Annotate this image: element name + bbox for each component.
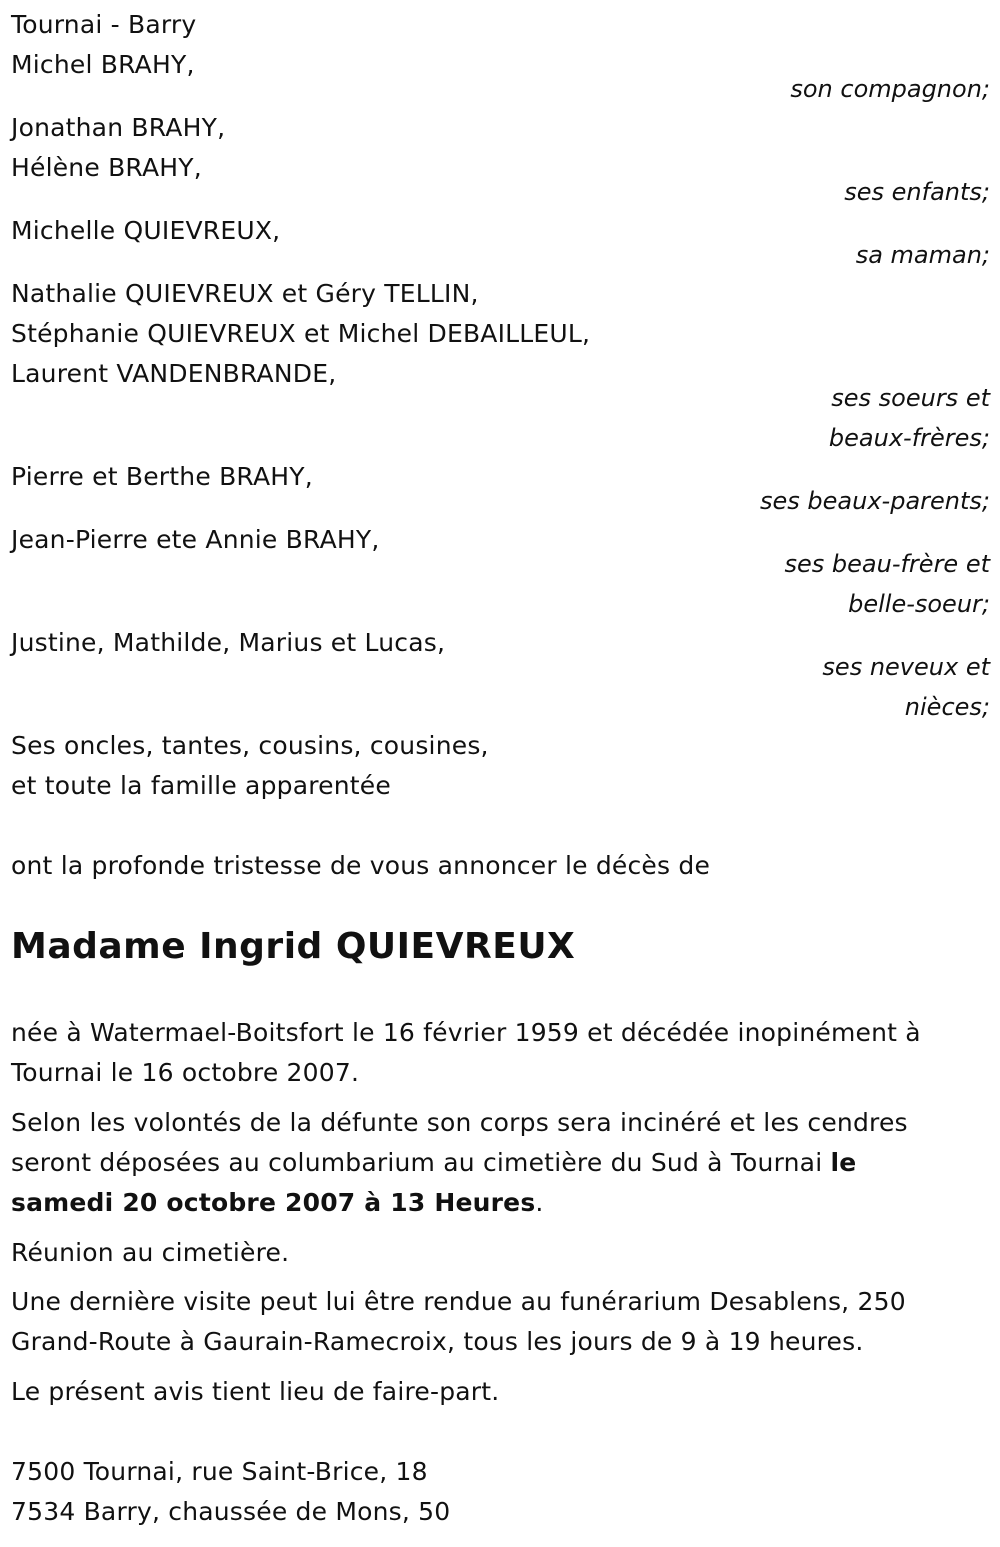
family-name-line: Pierre et Berthe BRAHY, — [11, 462, 313, 491]
family-name-line: Justine, Mathilde, Marius et Lucas, — [11, 628, 446, 657]
family-relation: ses neveux et — [822, 653, 990, 681]
extended-family-line: Ses oncles, tantes, cousins, cousines, — [11, 731, 489, 760]
family-relation: ses enfants; — [844, 178, 990, 206]
family-relation: ses beau-frère et — [784, 550, 990, 578]
birth-death-line: Tournai le 16 octobre 2007. — [11, 1058, 360, 1087]
family-relation: ses beaux-parents; — [760, 487, 990, 515]
family-name-line: Jonathan BRAHY, — [11, 113, 226, 142]
family-name-line: Nathalie QUIEVREUX et Géry TELLIN, — [11, 279, 479, 308]
family-relation: beaux-frères; — [828, 424, 990, 452]
family-name-line: Michelle QUIEVREUX, — [11, 216, 281, 245]
ceremony-line: Selon les volontés de la défunte son corps sera incinéré et les cendres — [11, 1108, 908, 1137]
location-header: Tournai - Barry — [11, 10, 197, 39]
ceremony-date-bold: le — [830, 1148, 857, 1177]
ceremony-line — [11, 1148, 856, 1178]
birth-death-line: née à Watermael-Boitsfort le 16 février 1959 et décédée inopinément à — [11, 1018, 921, 1047]
address-line: 7534 Barry, chaussée de Mons, 50 — [11, 1497, 451, 1526]
family-name-line: Jean-Pierre ete Annie BRAHY, — [11, 525, 380, 554]
ceremony-text: seront déposées au columbarium au cimetière du Sud à Tournai — [11, 1148, 831, 1177]
visit-line: Une dernière visite peut lui être rendue au funérarium Desablens, 250 — [11, 1287, 906, 1316]
family-name-line: Michel BRAHY, — [11, 50, 195, 79]
ceremony-text: . — [535, 1188, 544, 1217]
family-relation: sa maman; — [855, 241, 990, 269]
visit-line: Grand-Route à Gaurain-Ramecroix, tous les jours de 9 à 19 heures. — [11, 1327, 864, 1356]
deceased-name: Madame Ingrid QUIEVREUX — [11, 926, 576, 967]
announcement-text: ont la profonde tristesse de vous annoncer le décès de — [11, 851, 711, 880]
family-name-line: Hélène BRAHY, — [11, 153, 202, 182]
family-relation: ses soeurs et — [831, 384, 990, 412]
family-relation: son compagnon; — [790, 75, 990, 103]
extended-family-line: et toute la famille apparentée — [11, 771, 391, 800]
family-name-line: Stéphanie QUIEVREUX et Michel DEBAILLEUL, — [11, 319, 591, 348]
ceremony-line — [11, 1188, 544, 1218]
family-relation: belle-soeur; — [848, 590, 990, 618]
meeting-text: Réunion au cimetière. — [11, 1238, 290, 1267]
family-name-line: Laurent VANDENBRANDE, — [11, 359, 337, 388]
family-relation: nièces; — [904, 693, 990, 721]
ceremony-date-bold: samedi 20 octobre 2007 à 13 Heures — [11, 1188, 536, 1217]
notice-text: Le présent avis tient lieu de faire-part. — [11, 1377, 500, 1406]
address-line: 7500 Tournai, rue Saint-Brice, 18 — [11, 1457, 428, 1486]
